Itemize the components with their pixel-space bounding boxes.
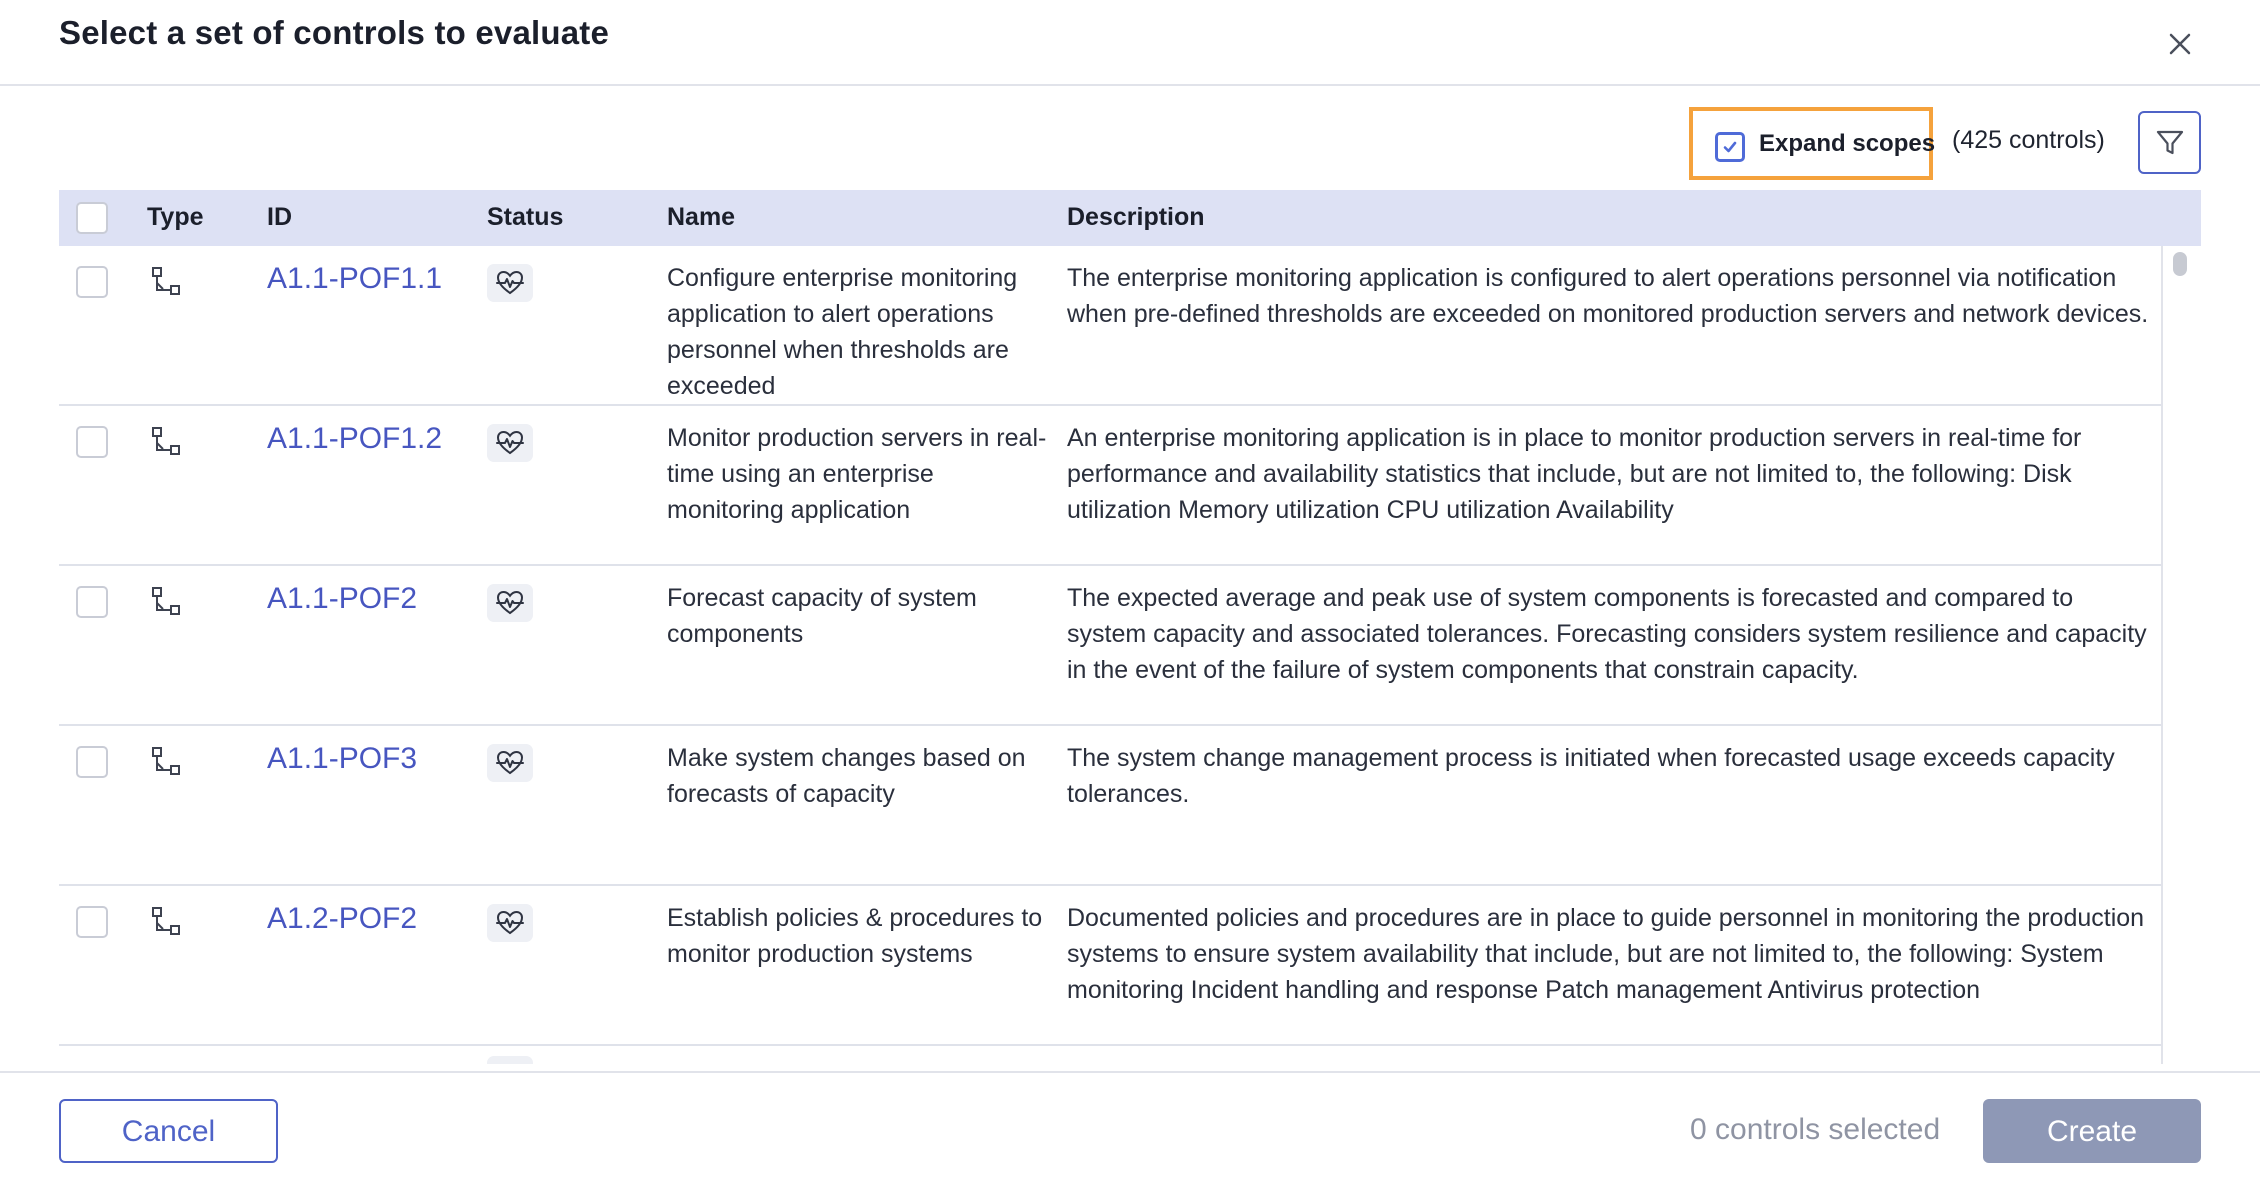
heart-rate-icon (496, 429, 524, 457)
control-name: Make system changes based on forecasts of capacity (667, 744, 1026, 808)
table-row[interactable] (59, 246, 2161, 406)
status-badge (487, 744, 533, 782)
table-row[interactable] (59, 406, 2161, 566)
status-badge (487, 424, 533, 462)
partial-row-status-icon (487, 1056, 533, 1064)
dialog-header (0, 0, 2260, 86)
dialog-footer (0, 1071, 2260, 1180)
controls-count: (425 controls) (1952, 126, 2105, 154)
expand-scopes-label[interactable]: Expand scopes (1759, 130, 1936, 157)
heart-rate-icon (496, 589, 524, 617)
control-description: The expected average and peak use of system components is forecasted and compared to system capacity and associated tolerances. Forecasting considers system resilience and capacity in the event of the failure of system components that constrain capacity. (1067, 584, 2147, 684)
control-name: Monitor production servers in real-time using an enterprise monitoring application (667, 424, 1047, 524)
control-name: Configure enterprise monitoring application to alert operations personnel when thresholds are exceeded (667, 264, 1018, 400)
hierarchy-icon (151, 586, 185, 620)
column-name[interactable]: Name (667, 203, 736, 231)
filter-button[interactable] (2138, 111, 2201, 174)
select-all-checkbox[interactable] (76, 202, 108, 234)
status-badge (487, 264, 533, 302)
checkmark-icon (1722, 139, 1738, 155)
row-checkbox[interactable] (76, 586, 108, 618)
control-id-link[interactable]: A1.1-POF3 (267, 742, 418, 775)
expand-scopes-checkbox[interactable] (1715, 132, 1745, 162)
row-checkbox[interactable] (76, 746, 108, 778)
hierarchy-icon (151, 906, 185, 940)
control-id-link[interactable]: A1.2-POF2 (267, 902, 418, 935)
control-id-link[interactable]: A1.1-POF1.2 (267, 422, 443, 455)
close-button[interactable] (2160, 24, 2200, 64)
heart-rate-icon (496, 749, 524, 777)
table-row[interactable] (59, 886, 2161, 1046)
row-checkbox[interactable] (76, 906, 108, 938)
column-id[interactable]: ID (267, 203, 292, 231)
filter-icon (2155, 128, 2185, 158)
selected-count: 0 controls selected (1690, 1113, 1941, 1146)
row-checkbox[interactable] (76, 266, 108, 298)
table-row[interactable] (59, 566, 2161, 726)
column-description[interactable]: Description (1067, 203, 1205, 231)
control-description: The system change management process is initiated when forecasted usage exceeds capacity tolerances. (1067, 744, 2115, 808)
heart-rate-icon (496, 909, 524, 937)
status-badge (487, 584, 533, 622)
cancel-button[interactable]: Cancel (59, 1099, 278, 1163)
column-status[interactable]: Status (487, 203, 564, 231)
expand-scopes-toggle[interactable] (1689, 107, 1936, 180)
status-badge (487, 904, 533, 942)
create-button[interactable]: Create (1983, 1099, 2201, 1163)
control-name: Establish policies & procedures to monitor production systems (667, 904, 1043, 968)
controls-table (59, 246, 2201, 1064)
control-description: An enterprise monitoring application is in place to monitor production servers in real-time for performance and availability statistics that include, but are not limited to, the following: Disk utilization Memory utilization CPU utilization Availability (1067, 424, 2082, 524)
heart-rate-icon (496, 269, 524, 297)
hierarchy-icon (151, 746, 185, 780)
table-scrollbar[interactable] (2161, 246, 2201, 1064)
close-icon[interactable] (2160, 24, 2200, 64)
control-id-link[interactable]: A1.1-POF1.1 (267, 262, 443, 295)
table-row[interactable] (59, 726, 2161, 886)
control-id-link[interactable]: A1.1-POF2 (267, 582, 418, 615)
control-description: The enterprise monitoring application is configured to alert operations personnel via notification when pre-defined thresholds are exceeded on monitored production servers and network devices. (1067, 264, 2149, 328)
row-checkbox[interactable] (76, 426, 108, 458)
control-name: Forecast capacity of system components (667, 584, 977, 648)
table-header (59, 190, 2201, 246)
dialog-title: Select a set of controls to evaluate (59, 14, 610, 51)
column-type[interactable]: Type (147, 203, 204, 231)
hierarchy-icon (151, 266, 185, 300)
control-description: Documented policies and procedures are in place to guide personnel in monitoring the production systems to ensure system availability that include, but are not limited to, the following: System monitoring Incident handling and response Patch management Antivirus protection (1067, 904, 2145, 1004)
scrollbar-thumb[interactable] (2173, 252, 2187, 276)
hierarchy-icon (151, 426, 185, 460)
